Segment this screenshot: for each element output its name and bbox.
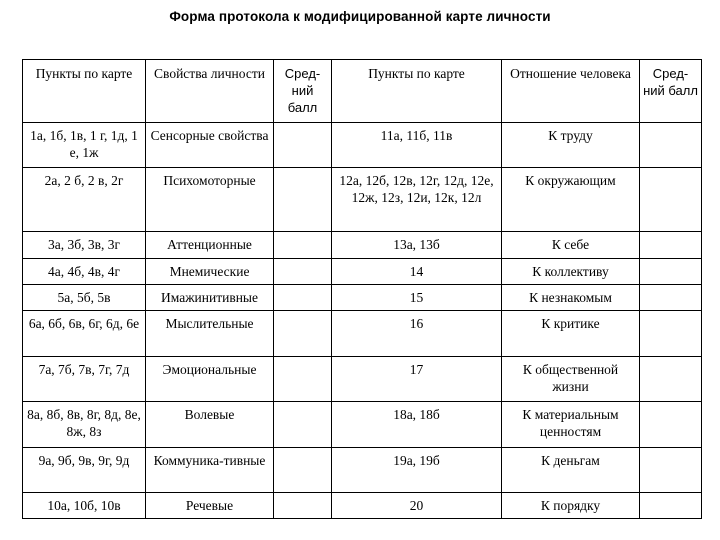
cell-avg-right (640, 357, 702, 402)
cell-avg-right (640, 259, 702, 285)
cell-items: 5а, 5б, 5в (23, 285, 146, 311)
cell-relation: К окружающим (502, 168, 640, 232)
cell-relation: К труду (502, 123, 640, 168)
cell-avg (274, 285, 332, 311)
cell-property: Мыслительные (146, 311, 274, 357)
cell-items: 3а, 3б, 3в, 3г (23, 232, 146, 259)
header-properties: Свойства личности (146, 60, 274, 123)
cell-items-right: 14 (332, 259, 502, 285)
cell-items-right: 19а, 19б (332, 448, 502, 493)
table-row (23, 357, 702, 402)
cell-property: Речевые (146, 493, 274, 519)
document-title: Форма протокола к модифицированной карте личности (169, 9, 551, 24)
cell-avg (274, 357, 332, 402)
cell-property: Аттенционные (146, 232, 274, 259)
cell-avg-right (640, 448, 702, 493)
cell-property: Волевые (146, 402, 274, 448)
cell-items: 7а, 7б, 7в, 7г, 7д (23, 357, 146, 402)
header-items-right: Пункты по карте (332, 60, 502, 123)
protocol-table (22, 59, 702, 519)
table-row (23, 285, 702, 311)
cell-avg-right (640, 123, 702, 168)
cell-avg-right (640, 285, 702, 311)
cell-items: 2а, 2 б, 2 в, 2г (23, 168, 146, 232)
cell-avg-right (640, 168, 702, 232)
cell-relation: К деньгам (502, 448, 640, 493)
header-avg-left: Сред-ний балл (274, 60, 332, 123)
table-row (23, 493, 702, 519)
cell-property: Имажинитивные (146, 285, 274, 311)
header-avg-right: Сред-ний балл (640, 60, 702, 123)
cell-property: Сенсорные свойства (146, 123, 274, 168)
cell-relation: К общественной жизни (502, 357, 640, 402)
table-row (23, 402, 702, 448)
cell-items-right: 18а, 18б (332, 402, 502, 448)
table-row (23, 123, 702, 168)
cell-property: Мнемические (146, 259, 274, 285)
cell-items: 4а, 4б, 4в, 4г (23, 259, 146, 285)
cell-items: 9а, 9б, 9в, 9г, 9д (23, 448, 146, 493)
cell-avg-right (640, 311, 702, 357)
table-row (23, 311, 702, 357)
cell-relation: К материальным ценностям (502, 402, 640, 448)
cell-items-right: 11а, 11б, 11в (332, 123, 502, 168)
cell-avg-right (640, 232, 702, 259)
cell-avg (274, 232, 332, 259)
table-row (23, 232, 702, 259)
table-row (23, 168, 702, 232)
cell-relation: К незнакомым (502, 285, 640, 311)
cell-avg (274, 123, 332, 168)
cell-avg (274, 448, 332, 493)
cell-avg-right (640, 493, 702, 519)
table-row (23, 448, 702, 493)
cell-items: 10а, 10б, 10в (23, 493, 146, 519)
cell-avg (274, 311, 332, 357)
cell-relation: К порядку (502, 493, 640, 519)
cell-avg (274, 493, 332, 519)
table-row (23, 259, 702, 285)
header-relation: Отношение человека (502, 60, 640, 123)
cell-items-right: 12а, 12б, 12в, 12г, 12д, 12е, 12ж, 12з, 12и, 12к, 12л (332, 168, 502, 232)
cell-items: 8а, 8б, 8в, 8г, 8д, 8е, 8ж, 8з (23, 402, 146, 448)
cell-avg (274, 259, 332, 285)
cell-relation: К себе (502, 232, 640, 259)
cell-avg (274, 402, 332, 448)
cell-property: Эмоциональные (146, 357, 274, 402)
cell-property: Коммуника-тивные (146, 448, 274, 493)
cell-items-right: 16 (332, 311, 502, 357)
cell-items-right: 13а, 13б (332, 232, 502, 259)
cell-property: Психомоторные (146, 168, 274, 232)
cell-relation: К коллективу (502, 259, 640, 285)
header-row (23, 60, 702, 123)
cell-items: 6а, 6б, 6в, 6г, 6д, 6е (23, 311, 146, 357)
cell-items-right: 15 (332, 285, 502, 311)
cell-items: 1а, 1б, 1в, 1 г, 1д, 1 е, 1ж (23, 123, 146, 168)
cell-avg-right (640, 402, 702, 448)
cell-items-right: 17 (332, 357, 502, 402)
cell-relation: К критике (502, 311, 640, 357)
cell-avg (274, 168, 332, 232)
header-items-left: Пункты по карте (23, 60, 146, 123)
cell-items-right: 20 (332, 493, 502, 519)
